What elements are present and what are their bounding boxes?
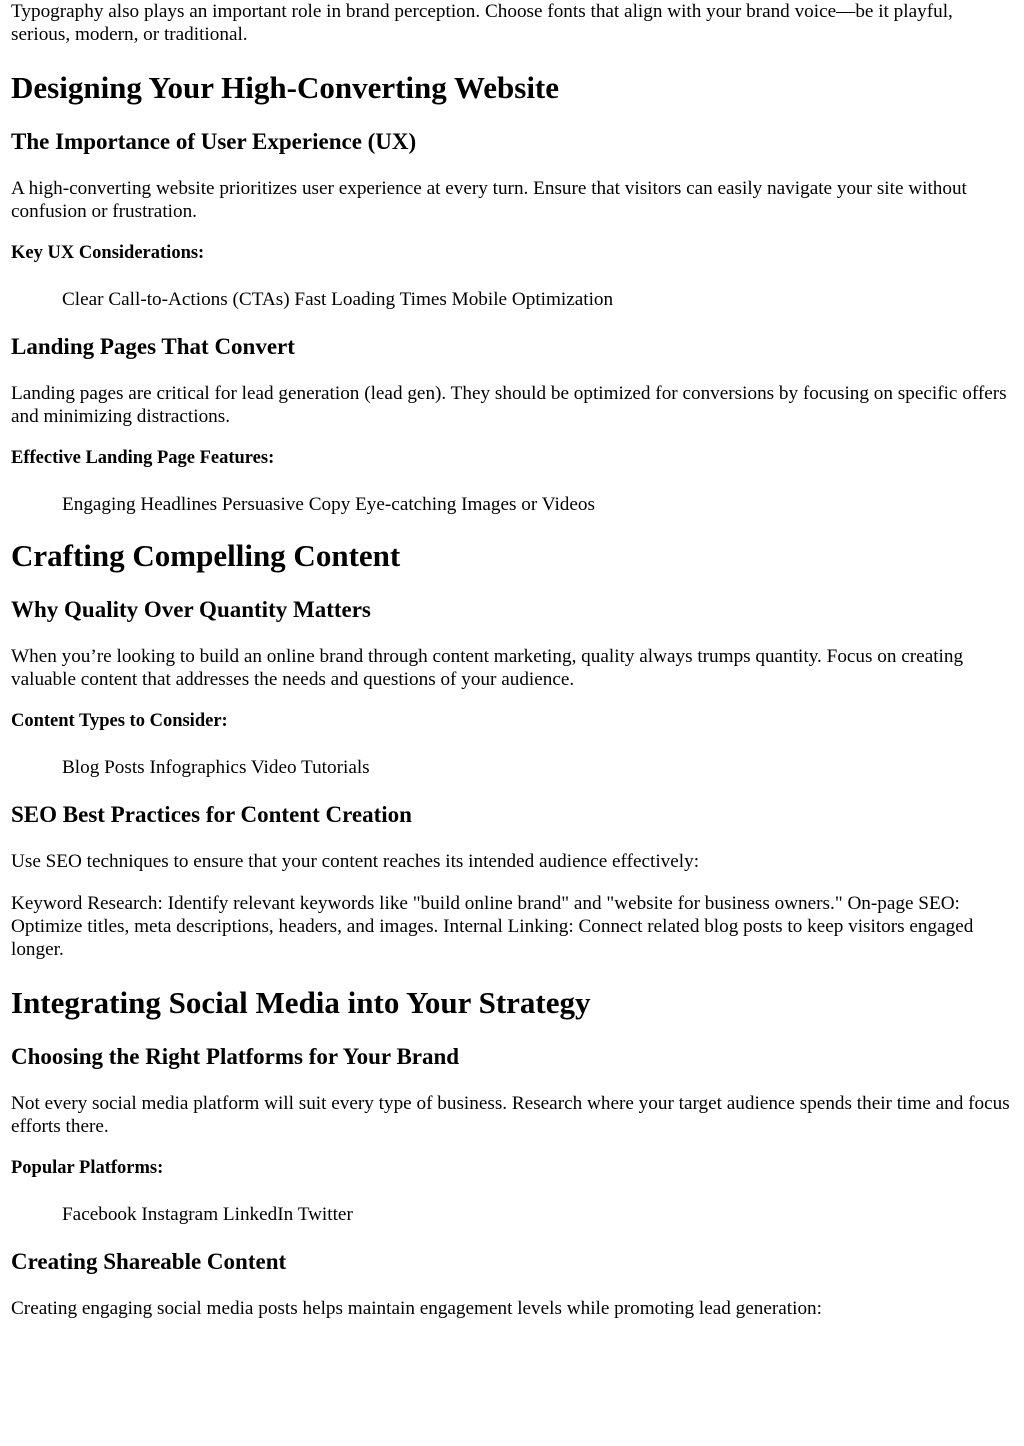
quality-paragraph: When you’re looking to build an online brand through content marketing, quality always trumps quantity. Focus on creating valuable content that addresses the needs and questions of your audience. [11, 646, 964, 690]
ux-considerations-subheading: Key UX Considerations: [11, 243, 205, 263]
website-section-heading: Designing Your High-Converting Website [11, 70, 560, 105]
seo-heading: SEO Best Practices for Content Creation [11, 802, 412, 827]
typography-paragraph: Typography also plays an important role in brand perception. Choose fonts that align with your brand voice—be it playful, serious, modern, or traditional. [11, 1, 953, 45]
seo-techniques-paragraph: Keyword Research: Identify relevant keywords like "build online brand" and "website for business owners." On-page SEO: Optimize titles, meta descriptions, headers, and images. Internal Linking: Connect related blog posts to keep visitors engaged longer. [11, 893, 974, 960]
shareable-heading: Creating Shareable Content [11, 1249, 287, 1274]
seo-intro-paragraph: Use SEO techniques to ensure that your content reaches its intended audience effectively: [11, 851, 700, 872]
ux-paragraph: A high-converting website prioritizes user experience at every turn. Ensure that visitors can easily navigate your site without confusion or frustration. [11, 178, 967, 222]
platforms-paragraph: Not every social media platform will suit every type of business. Research where your target audience spends their time and focus efforts there. [11, 1093, 1010, 1137]
popular-platforms-subheading: Popular Platforms: [11, 1158, 164, 1178]
landing-features-list: Engaging Headlines Persuasive Copy Eye-catching Images or Videos [62, 494, 595, 515]
quality-heading: Why Quality Over Quantity Matters [11, 597, 371, 622]
content-types-list: Blog Posts Infographics Video Tutorials [62, 757, 370, 778]
platforms-heading: Choosing the Right Platforms for Your Brand [11, 1044, 460, 1069]
popular-platforms-list: Facebook Instagram LinkedIn Twitter [62, 1204, 353, 1225]
landing-pages-heading: Landing Pages That Convert [11, 334, 295, 359]
ux-heading: The Importance of User Experience (UX) [11, 129, 417, 154]
content-section-heading: Crafting Compelling Content [11, 538, 401, 573]
landing-features-subheading: Effective Landing Page Features: [11, 448, 275, 468]
social-section-heading: Integrating Social Media into Your Strategy [11, 985, 591, 1020]
ux-considerations-list: Clear Call-to-Actions (CTAs) Fast Loading Times Mobile Optimization [62, 289, 614, 310]
content-types-subheading: Content Types to Consider: [11, 711, 228, 731]
landing-pages-paragraph: Landing pages are critical for lead generation (lead gen). They should be optimized for conversions by focusing on specific offers and minimizing distractions. [11, 383, 1007, 427]
shareable-paragraph: Creating engaging social media posts helps maintain engagement levels while promoting lead generation: [11, 1298, 822, 1319]
